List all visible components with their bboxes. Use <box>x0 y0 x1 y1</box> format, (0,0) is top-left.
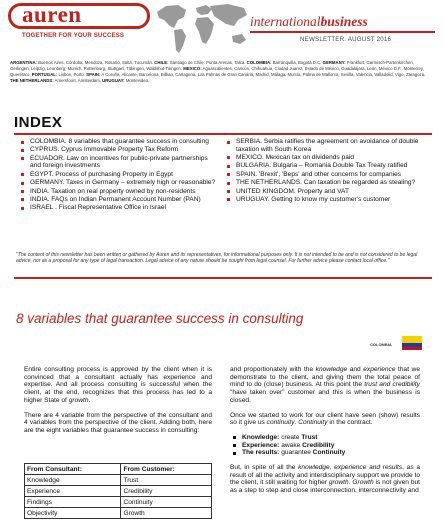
disclaimer-text: "The content of this newsletter has been written or gathered by Auren and its representatives, for informational purposes only. It is not intended to be and is not considered to be legal advice, nor as a proposal for any type of legal transaction. Legal advice of any nature should be sought from legal counsel. For further advice please contact local office." <box>16 252 418 265</box>
office-country: CHILE: <box>154 60 169 65</box>
index-item[interactable]: BULGARIA. Bulgaria – Romania Double Tax Treaty ratified <box>226 162 426 170</box>
index-item[interactable]: INDIA. Taxation on real property owned by non-residents <box>20 188 220 196</box>
article-title: 8 variables that guarantee success in consulting <box>16 311 304 326</box>
table-cell: Trust <box>121 475 212 486</box>
table-cell: Continuity <box>121 497 212 508</box>
country-label: COLOMBIA <box>370 342 392 347</box>
index-item[interactable]: ECUADOR. Law on incentives for public-private partnerships and foreign investments <box>20 155 220 170</box>
office-country: PORTUGAL: <box>31 72 58 77</box>
office-cities: Frankfurt, Garmisch-Partenkirchen, Gerlingen, Leipzig, Leonberg, Munich, Rottenburg, Stuttgart, Tübingen, Waldshut-Tiengen. <box>10 60 414 71</box>
variables-table <box>24 463 212 519</box>
title-part-business: business <box>320 14 368 29</box>
office-country: MEXICO: <box>183 66 202 71</box>
article-left-column <box>24 366 212 442</box>
title-part-international: international <box>250 14 321 29</box>
bullet-item: Knowledge: create Trust <box>230 434 420 442</box>
article-paragraph: There are 4 variable from the perspective of the consultant and 4 variables from the perspective of the client. Adding both, here are the eight variables that guarantee success in consulting: <box>24 411 212 434</box>
office-country: URUGUAY: <box>102 78 125 83</box>
office-country: GERMANY: <box>322 60 346 65</box>
table-cell: Findings <box>25 497 121 508</box>
office-country: COLOMBIA: <box>246 60 272 65</box>
index-item[interactable]: UNITED KINGDOM. Property and VAT <box>226 188 426 196</box>
bullet-item: The results: guarantee Continuity <box>230 449 420 457</box>
index-item[interactable]: INDIA. FAQs on Indian Permanent Account Number (PAN) <box>20 196 220 204</box>
index-title: INDEX <box>14 114 63 131</box>
office-cities: Santiago de Chile. Punta Arenas, Talca. <box>168 60 246 65</box>
article-paragraph: But, in spite of all the knowledge, experience and results, as a result of all the activity and interdisciplinary support we provide to the client, it still waiting for higher growth. Growth is not given but as a step to step and close interconnection, interconnectivity and <box>230 464 421 495</box>
index-item[interactable]: THE NETHERLANDS. Can taxation be regarded as stealing? <box>226 179 426 187</box>
article-paragraph: Once we started to work for our client have seen (show) results so it give us continuity. Continuity in the contract. <box>230 411 420 427</box>
offices-list <box>10 60 433 84</box>
auren-logo: auren <box>22 2 82 27</box>
table-cell: Knowledge <box>25 475 121 486</box>
table-row <box>25 508 212 519</box>
office-cities: Montevideo. <box>124 78 150 83</box>
table-cell: Credibility <box>121 486 212 497</box>
table-row <box>25 486 212 497</box>
index-bottom-divider <box>14 277 432 279</box>
index-item[interactable]: URUGUAY. Getting to know my customer's customer <box>226 196 426 204</box>
table-cell: Growth <box>121 508 212 519</box>
office-country: ARGENTINA: <box>10 60 37 65</box>
logo-tagline: TOGETHER FOR YOUR SUCCESS <box>22 33 125 39</box>
office-cities: A Coruña, Alicante, Barcelona, Bilbao, Cartagena, Las Palmas de Gran Canaria, Madrid, Málaga, Murcia, Palma de Mallorca, Sevilla, Valencia, Valladolid, Vigo, Zaragoza. <box>100 72 426 77</box>
office-country: SPAIN: <box>86 72 101 77</box>
index-item[interactable]: CYPRUS. Cyprus Immovable Property Tax Reform <box>20 146 220 154</box>
table-cell: Objectivity <box>25 508 121 519</box>
table-row <box>25 475 212 486</box>
index-divider <box>14 133 432 135</box>
table-cell: Experience <box>25 486 121 497</box>
bullet-item: Experience: awake Credibility <box>230 442 420 450</box>
office-cities: Lisbon, Porto. <box>57 72 86 77</box>
article-paragraph: and proportionately with the knowledge and experience that we demonstrate to the client, and giving them the total peace of mind to do (close) business. At this point the trust and credibility "have taken over" customer and this is when the business is closed. <box>230 366 421 404</box>
office-cities: Barranquilla, Bogotá D.C. <box>271 60 322 65</box>
colombia-flag-icon <box>402 336 422 350</box>
table-header: From Consultant: <box>25 464 121 475</box>
index-item[interactable]: ISRAEL . Fiscal Representative Office in Israel <box>20 204 220 212</box>
bullet-list <box>230 434 420 457</box>
index-item[interactable]: MEXICO. Mexican tax on dividends paid <box>226 154 426 162</box>
header-divider <box>250 31 435 33</box>
index-column-left <box>20 138 220 213</box>
office-cities: Buenos Aires, Córdoba, Mendoza, Rosario, Salta, Tucumán. <box>36 60 154 65</box>
table-header: From Customer: <box>121 464 212 475</box>
article-paragraph: Entire consulting process is approved by the client when it is convinced that a consultant actually has experience and expertise. And all process consulting is successful when the client, at the end, recognizes that this process has led to a higher State of growth. <box>24 366 212 404</box>
newsletter-date: NEWSLETTER. AUGUST 2016 <box>300 36 392 43</box>
table-row <box>25 497 212 508</box>
index-item[interactable]: COLOMBIA. 8 variables that guarantee success in consulting <box>20 138 220 146</box>
index-item[interactable]: SPAIN. 'Brexit', 'Beps' and other concerns for companies <box>226 171 426 179</box>
office-cities: Aguascalientes, Cancún, Chihuahua, Ciudad Juarez, Estado de México, Guadalajara, León, México D.F., Monterrey, Querétaro. <box>10 66 424 77</box>
office-country: THE NETHERLANDS: <box>10 78 54 83</box>
article-right-column <box>230 366 420 502</box>
index-column-right <box>226 138 426 204</box>
publication-title <box>250 14 368 30</box>
table-header-row <box>25 464 212 475</box>
index-item[interactable]: EGYPT. Process of purchasing Property in Egypt <box>20 171 220 179</box>
world-map-icon <box>152 0 252 55</box>
index-item[interactable]: GERMANY. Taxes in Germany – extremely high or reasonable? <box>20 179 220 187</box>
index-item[interactable]: SERBIA. Serbia ratifies the agreement on avoidance of double taxation with South Korea <box>226 138 426 153</box>
office-cities: Amersfoort, Amsterdam. <box>53 78 101 83</box>
